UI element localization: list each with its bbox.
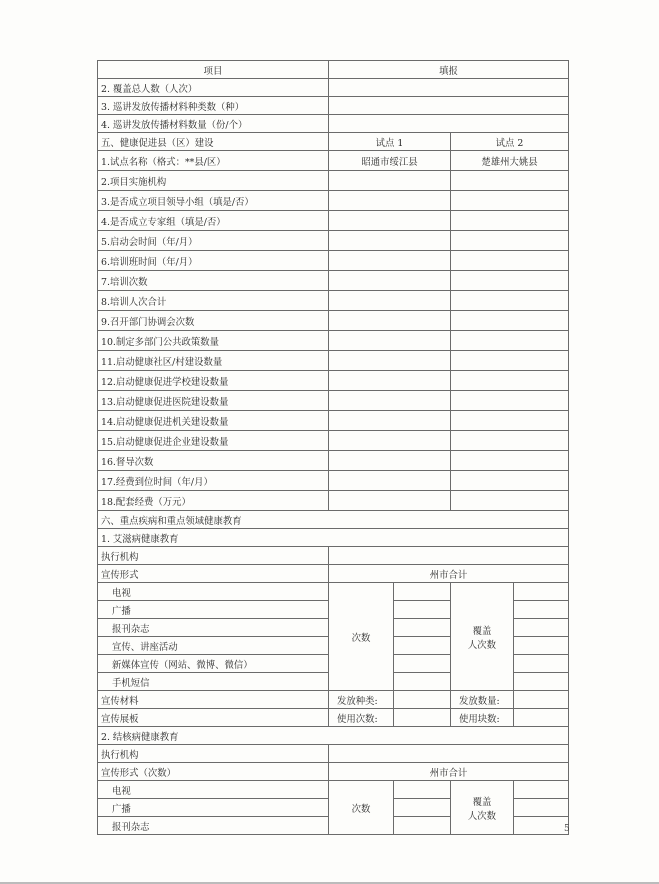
table-row — [98, 411, 569, 431]
row-label: 5.启动会时间（年/月） — [98, 231, 329, 251]
media-label: 广播 — [98, 601, 329, 619]
table-row — [98, 547, 569, 565]
site2-cell[interactable] — [451, 171, 569, 191]
table-row — [98, 431, 569, 451]
table-row — [98, 311, 569, 331]
coverage-cell[interactable] — [514, 817, 569, 835]
fill-cell[interactable] — [514, 709, 569, 727]
row-label: 2.项目实施机构 — [98, 171, 329, 191]
row-label: 1.试点名称（格式：**县/区） — [98, 151, 329, 171]
table-row — [98, 79, 569, 97]
row-label: 16.督导次数 — [98, 451, 329, 471]
total-header: 州市合计 — [329, 763, 569, 781]
table-row — [98, 191, 569, 211]
site1-cell[interactable] — [329, 251, 451, 271]
field-label: 使用次数: — [329, 709, 394, 727]
media-label: 宣传、讲座活动 — [98, 637, 329, 655]
row-label: 宣传展板 — [98, 709, 329, 727]
header-item: 项目 — [98, 61, 329, 79]
times-label: 次数 — [329, 583, 394, 691]
site2-cell[interactable] — [451, 351, 569, 371]
table-row — [98, 691, 569, 709]
section-row — [98, 511, 569, 529]
times-cell[interactable] — [394, 781, 451, 799]
coverage-label-line1: 覆盖 — [472, 796, 492, 808]
site1-cell[interactable] — [329, 371, 451, 391]
coverage-cell[interactable] — [514, 619, 569, 637]
row-label: 15.启动健康促进企业建设数量 — [98, 431, 329, 451]
table-row — [98, 745, 569, 763]
coverage-cell[interactable] — [514, 655, 569, 673]
site1-cell[interactable] — [329, 211, 451, 231]
site2-value[interactable]: 楚雄州大姚县 — [451, 151, 569, 171]
site1-cell[interactable] — [329, 331, 451, 351]
fill-cell[interactable] — [514, 691, 569, 709]
coverage-label-line2: 人次数 — [467, 810, 497, 822]
coverage-label-line1: 覆盖 — [472, 625, 492, 637]
times-cell[interactable] — [394, 583, 451, 601]
field-label: 发放数量: — [451, 691, 514, 709]
section-title: 六、重点疾病和重点领域健康教育 — [98, 511, 569, 529]
table-row — [98, 271, 569, 291]
media-label: 手机短信 — [98, 673, 329, 691]
site2-cell[interactable] — [451, 391, 569, 411]
row-label: 10.制定多部门公共政策数量 — [98, 331, 329, 351]
site1-cell[interactable] — [329, 191, 451, 211]
site1-cell[interactable] — [329, 451, 451, 471]
fill-cell[interactable] — [329, 79, 569, 97]
row-label: 执行机构 — [98, 547, 329, 565]
coverage-label — [451, 781, 514, 835]
section-row — [98, 133, 569, 151]
table-row — [98, 391, 569, 411]
site2-cell[interactable] — [451, 251, 569, 271]
total-header: 州市合计 — [329, 565, 569, 583]
fill-cell[interactable] — [394, 691, 451, 709]
row-label: 9.召开部门协调会次数 — [98, 311, 329, 331]
media-label: 广播 — [98, 799, 329, 817]
row-label: 13.启动健康促进医院建设数量 — [98, 391, 329, 411]
table-row — [98, 291, 569, 311]
row-label: 4.是否成立专家组（填是/否） — [98, 211, 329, 231]
media-label: 电视 — [98, 583, 329, 601]
fill-cell[interactable] — [329, 547, 569, 565]
subsection-title: 1. 艾滋病健康教育 — [98, 529, 569, 547]
times-cell[interactable] — [394, 673, 451, 691]
coverage-cell[interactable] — [514, 781, 569, 799]
site2-header: 试点 2 — [451, 133, 569, 151]
subsection-row — [98, 529, 569, 547]
site1-cell[interactable] — [329, 271, 451, 291]
site2-cell[interactable] — [451, 451, 569, 471]
site2-cell[interactable] — [451, 411, 569, 431]
fill-cell[interactable] — [394, 709, 451, 727]
site1-cell[interactable] — [329, 291, 451, 311]
row-label: 7.培训次数 — [98, 271, 329, 291]
site1-value[interactable]: 昭通市绥江县 — [329, 151, 451, 171]
table-row — [98, 583, 569, 601]
row-label: 宣传形式（次数） — [98, 763, 329, 781]
table-row — [98, 351, 569, 371]
report-table — [97, 60, 569, 835]
media-label: 电视 — [98, 781, 329, 799]
subsection-row — [98, 727, 569, 745]
table-row — [98, 151, 569, 171]
site1-cell[interactable] — [329, 171, 451, 191]
table-row — [98, 491, 569, 511]
fill-cell[interactable] — [329, 97, 569, 115]
row-label: 14.启动健康促进机关建设数量 — [98, 411, 329, 431]
site1-cell[interactable] — [329, 491, 451, 511]
row-label: 3.是否成立项目领导小组（填是/否） — [98, 191, 329, 211]
row-label: 宣传材料 — [98, 691, 329, 709]
site2-cell[interactable] — [451, 311, 569, 331]
row-label: 执行机构 — [98, 745, 329, 763]
table-header-row — [98, 61, 569, 79]
site1-cell[interactable] — [329, 311, 451, 331]
table-row — [98, 451, 569, 471]
row-label: 3. 巡讲发放传播材料种类数（种） — [98, 97, 329, 115]
page-number: 5 — [564, 824, 570, 834]
field-label: 发放种类: — [329, 691, 394, 709]
times-cell[interactable] — [394, 655, 451, 673]
site1-cell[interactable] — [329, 231, 451, 251]
times-cell[interactable] — [394, 637, 451, 655]
coverage-cell[interactable] — [514, 799, 569, 817]
coverage-cell[interactable] — [514, 637, 569, 655]
report-form — [97, 60, 568, 835]
row-label: 18.配套经费（万元） — [98, 491, 329, 511]
site2-cell[interactable] — [451, 191, 569, 211]
table-row — [98, 781, 569, 799]
row-label: 6.培训班时间（年/月） — [98, 251, 329, 271]
row-label: 4. 巡讲发放传播材料数量（份/个） — [98, 115, 329, 133]
site2-cell[interactable] — [451, 491, 569, 511]
table-row — [98, 251, 569, 271]
coverage-cell[interactable] — [514, 673, 569, 691]
subsection-title: 2. 结核病健康教育 — [98, 727, 569, 745]
site2-cell[interactable] — [451, 371, 569, 391]
site2-cell[interactable] — [451, 231, 569, 251]
site2-cell[interactable] — [451, 331, 569, 351]
section-title: 五、健康促进县（区）建设 — [98, 133, 329, 151]
times-label: 次数 — [329, 781, 394, 835]
site1-cell[interactable] — [329, 411, 451, 431]
media-label: 新媒体宣传（网站、微博、微信） — [98, 655, 329, 673]
row-label: 2. 覆盖总人数（人次） — [98, 79, 329, 97]
table-row — [98, 331, 569, 351]
site1-cell[interactable] — [329, 471, 451, 491]
fill-cell[interactable] — [329, 745, 569, 763]
table-row — [98, 211, 569, 231]
coverage-label — [451, 583, 514, 691]
times-cell[interactable] — [394, 619, 451, 637]
row-label: 12.启动健康促进学校建设数量 — [98, 371, 329, 391]
times-cell[interactable] — [394, 817, 451, 835]
table-row — [98, 115, 569, 133]
row-label: 8.培训人次合计 — [98, 291, 329, 311]
row-label: 宣传形式 — [98, 565, 329, 583]
site2-cell[interactable] — [451, 291, 569, 311]
times-cell[interactable] — [394, 601, 451, 619]
table-row — [98, 471, 569, 491]
row-label: 11.启动健康社区/村建设数量 — [98, 351, 329, 371]
coverage-label-line2: 人次数 — [467, 639, 497, 651]
media-label: 报刊杂志 — [98, 817, 329, 835]
site1-header: 试点 1 — [329, 133, 451, 151]
site2-cell[interactable] — [451, 431, 569, 451]
fill-cell[interactable] — [329, 115, 569, 133]
site2-cell[interactable] — [451, 271, 569, 291]
site2-cell[interactable] — [451, 211, 569, 231]
site1-cell[interactable] — [329, 391, 451, 411]
coverage-cell[interactable] — [514, 601, 569, 619]
site1-cell[interactable] — [329, 351, 451, 371]
table-row — [98, 97, 569, 115]
table-row — [98, 565, 569, 583]
times-cell[interactable] — [394, 799, 451, 817]
site1-cell[interactable] — [329, 431, 451, 451]
table-row — [98, 171, 569, 191]
table-row — [98, 763, 569, 781]
site2-cell[interactable] — [451, 471, 569, 491]
table-row — [98, 231, 569, 251]
row-label: 17.经费到位时间（年/月） — [98, 471, 329, 491]
header-fill: 填报 — [329, 61, 569, 79]
media-label: 报刊杂志 — [98, 619, 329, 637]
table-row — [98, 709, 569, 727]
table-row — [98, 371, 569, 391]
coverage-cell[interactable] — [514, 583, 569, 601]
field-label: 使用块数: — [451, 709, 514, 727]
